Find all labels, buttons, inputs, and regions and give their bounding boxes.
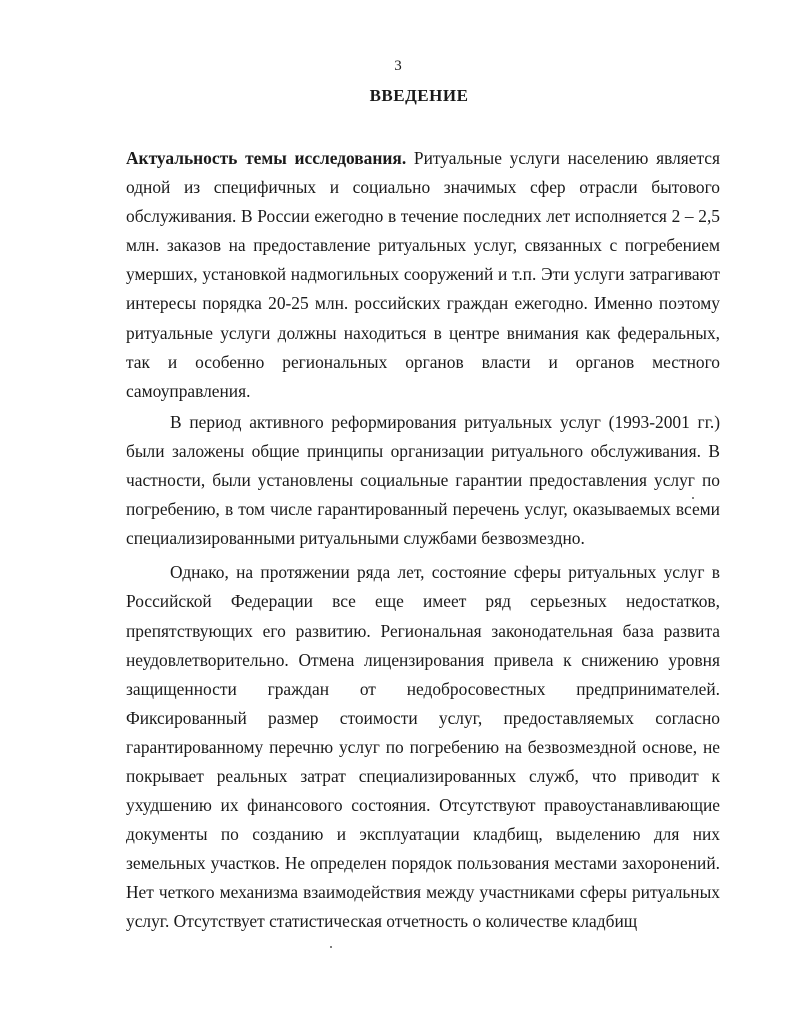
scan-artifact-dot	[692, 497, 694, 499]
paragraph-shortcomings: Однако, на протяжении ряда лет, состояние сферы ритуальных услуг в Российской Федерации все еще имеет ряд серьезных недостатков, препятствующих его развитию. Региональная законодательная база развита неудовлетворительно. Отмена лицензирования привела к снижению уровня защищенности граждан от недобросовестных предпринимателей. Фиксированный размер стоимости услуг, предоставляемых согласно гарантированному перечню услуг по погребению на безвозмездной основе, не покрывает реальных затрат специализированных служб, что приводит к ухудшению их финансового состояния. Отсутствуют правоустанавливающие документы по созданию и эксплуатации кладбищ, выделению для них земельных участков. Не определен порядок пользования местами захоронений. Нет четкого механизма взаимодействия между участниками сферы ритуальных услуг. Отсутствует статистическая отчетность о количестве кладбищ	[126, 562, 720, 932]
paragraph-relevance	[126, 144, 720, 406]
page-number: 3	[394, 58, 402, 74]
body-text	[126, 144, 720, 937]
paragraph-text: Ритуальные услуги населению является одной из специфичных и социально значимых сфер отрасли бытового обслуживания. В России ежегодно в течение последних лет исполняется 2 – 2,5 млн. заказов на предоставление ритуальных услуг, связанных с погребением умерших, установкой надмогильных сооружений и т.п. Эти услуги затрагивают интересы порядка 20-25 млн. российских граждан ежегодно. Именно поэтому ритуальные услуги должны находиться в центре внимания как федеральных, так и особенно региональных органов власти и органов местного самоуправления.	[126, 148, 720, 401]
page-title: ВВЕДЕНИЕ	[369, 86, 469, 105]
paragraph-reform-period: В период активного реформирования ритуальных услуг (1993-2001 гг.) были заложены общие принципы организации ритуального обслуживания. В частности, были установлены социальные гарантии предоставления услуг по погребению, в том числе гарантированный перечень услуг, оказываемых всеми специализированными ритуальными службами безвозмездно.	[126, 411, 720, 549]
scan-artifact-dot	[330, 946, 332, 948]
paragraph-lead-heading: Актуальность темы исследования.	[126, 148, 407, 168]
